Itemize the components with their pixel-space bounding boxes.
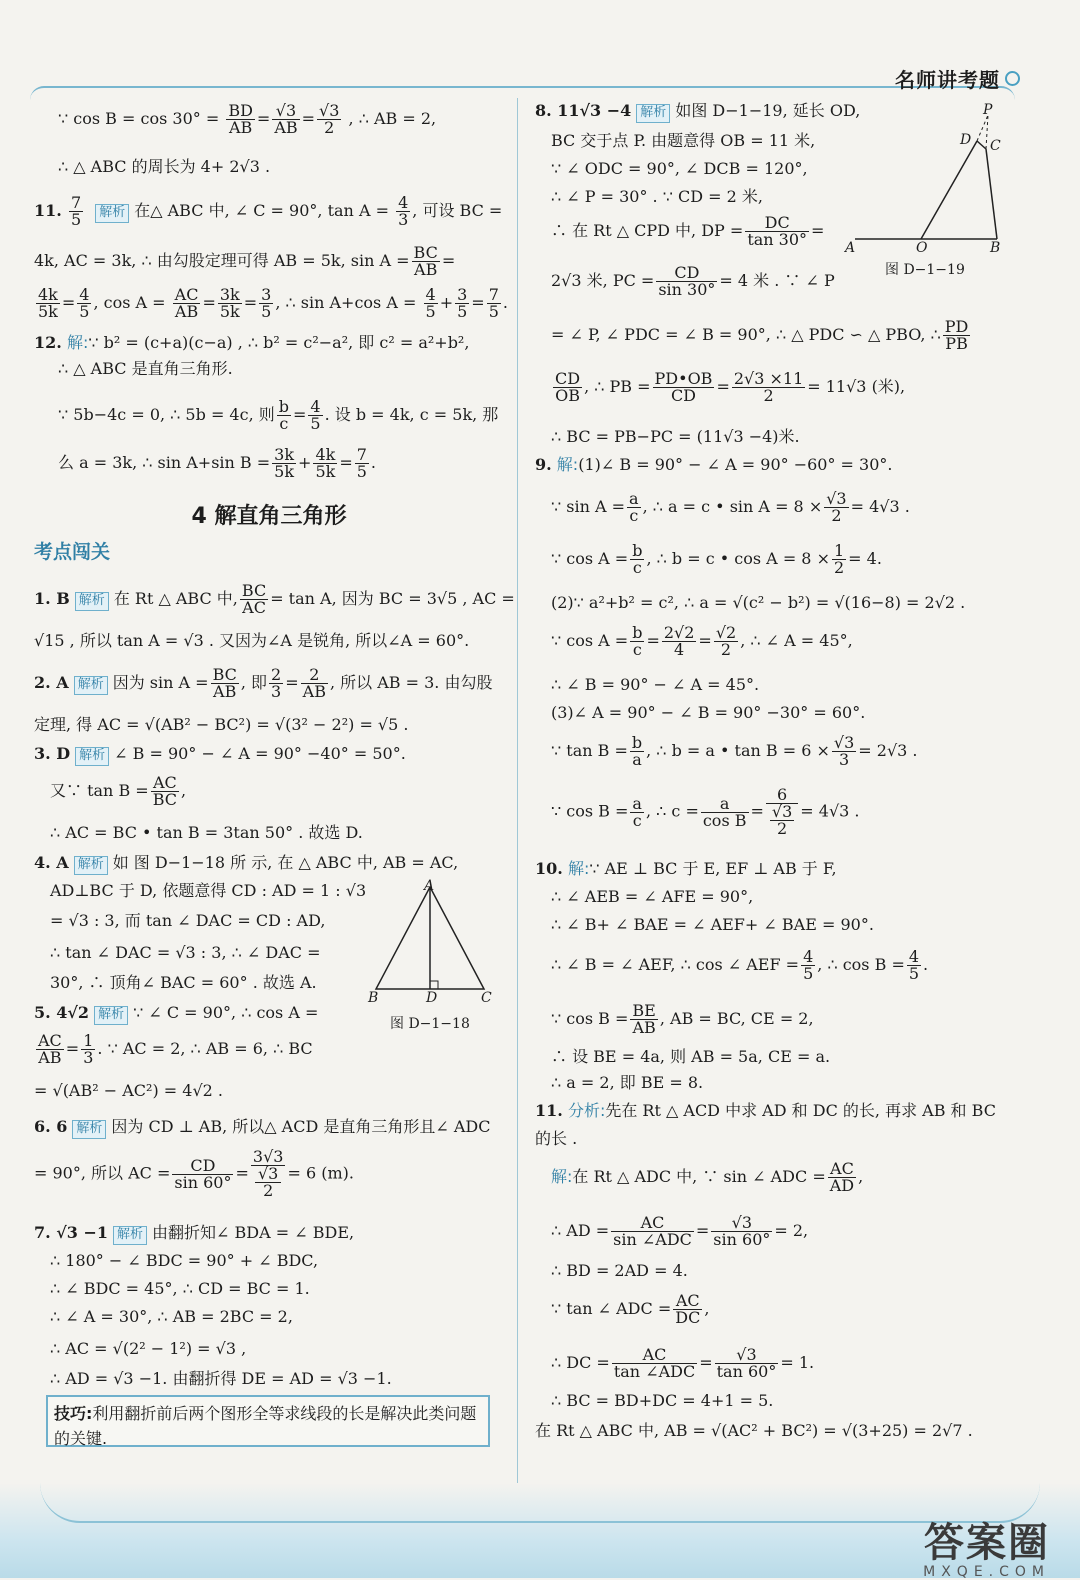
extension-dp <box>977 115 988 141</box>
analysis-tag: 解析 <box>72 1120 106 1139</box>
text-line: (3)∠ A = 90° − ∠ B = 90° −30° = 60°. <box>551 703 866 722</box>
text-line: = √(AB² − AC²) = 4√2 . <box>34 1081 223 1100</box>
problem-1: 1. B 解析 在 Rt △ ABC 中, $\frac{BC}{AC}$ = tan A, 因为 BC = 3√5 , AC = <box>34 581 515 617</box>
analysis-tag: 解析 <box>74 856 108 875</box>
text-line: AD⊥BC 于 D, 依题意得 CD : AD = 1 : √3 <box>50 881 367 900</box>
fraction: $\frac{2}{AB}$ <box>302 665 326 701</box>
problem-9: 9. 解:(1)∠ B = 90° − ∠ A = 90° −60° = 30°. <box>535 455 893 474</box>
fraction: $\frac{a}{\text{cos B}}$ <box>702 793 747 830</box>
problem-6: 6. 6 解析 因为 CD ⊥ AB, 所以△ ACD 是直角三角形且∠ ADC <box>34 1119 491 1139</box>
text-line: ∴ ∠ P = 30° . ∵ CD = 2 米, <box>551 187 763 206</box>
fraction: $\frac{√2}{2}$ <box>715 623 737 659</box>
subsection-title: 考点闯关 <box>34 541 111 563</box>
fraction: $\frac{√3}{\tan 60^\circ}$ <box>716 1345 777 1381</box>
problem-11: 11. 分析:先在 Rt △ ACD 中求 AD 和 DC 的长, 再求 AB 和 BC <box>535 1101 996 1120</box>
text-line: ∴ ∠ B+ ∠ BAE = ∠ AEF+ ∠ BAE = 90°. <box>551 915 874 934</box>
solution-label: 解: <box>66 333 89 352</box>
text-line: 的长 . <box>535 1129 578 1148</box>
text-line: ∴ ∠ AEB = ∠ AFE = 90°, <box>551 887 754 906</box>
text-line: 解:在 Rt △ ADC 中, ∵ sin ∠ ADC = $\frac{AC}{AD}$ , <box>551 1159 864 1195</box>
text-line: ∴ BC = BD+DC = 4+1 = 5. <box>551 1391 774 1410</box>
fraction: $\frac{BD}{AB}$ <box>228 101 253 137</box>
question-11: 11. $\frac{7}{5}$ 解析 在△ ABC 中, ∠ C = 90°, tan A = $\frac{4}{3}$ , 可设 BC = <box>34 193 503 229</box>
fraction: $\frac{4}{5}$ <box>803 947 814 983</box>
segment-od <box>921 141 977 239</box>
text-line: ∴ BD = 2AD = 4. <box>551 1261 688 1280</box>
text-line: √15 , 所以 tan A = √3 . 又因为∠A 是锐角, 所以∠A = 60°. <box>34 631 470 650</box>
vertex-label-a: A <box>424 878 435 894</box>
text-line: ∴ 180° − ∠ BDC = 90° + ∠ BDC, <box>50 1251 319 1270</box>
fraction: $\frac{3k}{5k}$ <box>219 285 240 321</box>
text-line: = ∠ P, ∠ PDC = ∠ B = 90°, ∴ △ PDC ∽ △ PBO, ∴ $\frac{PD}{PB}$ <box>551 317 969 353</box>
tip-text: 利用翻折前后两个图形全等求线段的长是解决此类问题的关键. <box>54 1404 477 1448</box>
vertex-label-d: D <box>426 990 438 1006</box>
section-title: 4 解直角三角形 <box>191 504 347 529</box>
text-line: ∵ tan B = $\frac{b}{a}$ , ∴ b = a • tan B = 6 × $\frac{√3}{3}$ = 2√3 . <box>551 733 918 769</box>
fraction: $\frac{4k}{5k}$ <box>315 445 336 481</box>
text-line: (2)∵ a²+b² = c², ∴ a = √(c² − b²) = √(16−8) = 2√2 . <box>551 593 966 612</box>
fraction: $\frac{3}{5}$ <box>261 285 272 321</box>
footer-curve <box>40 1481 1040 1523</box>
point-label-a: A <box>845 240 856 256</box>
analysis-tag: 解析 <box>75 747 109 766</box>
solution-label: 解: <box>551 1167 573 1186</box>
text-line: ∵ cos B = cos 30° = $\frac{BD}{AB}$ = $\frac{√3}{AB}$ = $\frac{√3}{2}$ , ∴ AB = 2, <box>58 101 437 137</box>
fraction: $\frac{DC}{\tan 30^\circ}$ <box>747 213 808 249</box>
fraction: 6 √3 2 <box>766 787 798 837</box>
analysis-tag: 解析 <box>74 676 108 695</box>
extension-cp <box>986 115 988 149</box>
text-line: 在 Rt △ ABC 中, AB = √(AC² + BC²) = √(3+25) = 2√7 . <box>535 1421 973 1440</box>
fraction: $\frac{√3}{AB}$ <box>274 101 298 137</box>
fraction: $\frac{4}{5}$ <box>425 285 436 321</box>
fraction: $\frac{2√2}{4}$ <box>663 623 695 659</box>
fraction: $\frac{CD}{OB}$ <box>555 369 581 405</box>
analysis-tag: 解析 <box>113 1226 147 1245</box>
fraction: $\frac{CD}{\sin 60^\circ}$ <box>174 1155 232 1192</box>
text-line: ∴ AC = √(2² − 1²) = √3 , <box>50 1339 247 1358</box>
text-line: $\frac{AC}{AB}$ = $\frac{1}{3}$ . ∵ AC = 2, ∴ AB = 6, ∴ BC <box>38 1031 313 1067</box>
text-line: ∵ 5b−4c = 0, ∴ 5b = 4c, 则 $\frac{b}{c}$ = $\frac{4}{5}$ . 设 b = 4k, c = 5k, 那 <box>58 397 499 433</box>
figure-caption: 图 D−1−18 <box>390 1016 470 1032</box>
text-line: ∴ ∠ B = ∠ AEF, ∴ cos ∠ AEF = $\frac{4}{5}$ , ∴ cos B = $\frac{4}{5}$ . <box>551 947 929 983</box>
fraction: $\frac{3k}{5k}$ <box>274 445 295 481</box>
text-line: ∵ cos B = $\frac{BE}{AB}$ , AB = BC, CE = 2, <box>551 1001 814 1037</box>
text-line: ∵ cos A = $\frac{b}{c}$ = $\frac{2√2}{4}$ = $\frac{√2}{2}$ , ∴ ∠ A = 45°, <box>551 623 853 659</box>
problem-10: 10. 解:∵ AE ⊥ BC 于 E, EF ⊥ AB 于 F, <box>535 859 837 878</box>
fraction: $\frac{BC}{AB}$ <box>413 243 438 279</box>
fraction: $\frac{BC}{AB}$ <box>212 665 237 701</box>
fraction: $\frac{PD•OB}{CD}$ <box>654 369 713 405</box>
fraction: $\frac{PD}{PB}$ <box>944 317 969 353</box>
vertex-label-c: C <box>481 990 492 1006</box>
fraction: $\frac{√3}{2}$ <box>826 489 847 525</box>
vertex-label-b: B <box>368 990 379 1006</box>
text-line: ∴ 设 BE = 4a, 则 AB = 5a, CE = a. <box>551 1047 831 1066</box>
text-line: ∴ AC = BC • tan B = 3tan 50° . 故选 D. <box>50 823 363 842</box>
text: , ∴ AB = 2, <box>348 109 437 128</box>
text-line: ∵ ∠ ODC = 90°, ∠ DCB = 120°, <box>551 159 808 178</box>
fraction: $\frac{AC}{BC}$ <box>152 773 177 809</box>
fraction: $\frac{a}{c}$ <box>629 489 639 525</box>
watermark-logo: 答案圈 <box>924 1520 1050 1566</box>
text-line: ∴ BC = PB−PC = (11√3 −4)米. <box>551 427 800 446</box>
text-line: $\frac{CD}{OB}$ , ∴ PB = $\frac{PD•OB}{CD}$ = $\frac{2√3 \times 11}{2}$ = 11√3 (米), <box>555 369 906 405</box>
analysis-tag: 解析 <box>636 104 670 123</box>
text-line: 4k, AC = 3k, ∴ 由勾股定理可得 AB = 5k, sin A = $\frac{BC}{AB}$ = <box>34 243 456 279</box>
problem-7: 7. √3 −1 解析 由翻折知∠ BDA = ∠ BDE, <box>34 1225 354 1245</box>
fraction: $\frac{AC}{AB}$ <box>174 285 199 321</box>
column-divider <box>517 98 518 1483</box>
fraction: 3√3 √3 2 <box>252 1147 284 1200</box>
fraction: $\frac{4}{5}$ <box>79 285 90 321</box>
fraction: $\frac{AC}{DC}$ <box>675 1291 701 1327</box>
fraction: $\frac{4}{5}$ <box>908 947 920 983</box>
text-line: ∵ cos A = $\frac{b}{c}$ , ∴ b = c • cos A = 8 × $\frac{1}{2}$ = 4. <box>551 541 882 577</box>
problem-4: 4. A 解析 如 图 D−1−18 所 示, 在 △ ABC 中, AB = AC, <box>34 855 458 875</box>
fraction: $\frac{4k}{5k}$ <box>38 285 58 321</box>
fraction: $\frac{b}{c}$ <box>278 397 289 433</box>
text-line: ∵ cos B = $\frac{a}{c}$ , ∴ c = $\frac{a}{\text{cos B}}$ = 6 √3 2 = 4√3 . <box>551 785 860 838</box>
solution-label: 解: <box>556 455 579 474</box>
segment-cb <box>986 149 997 239</box>
text-line: 又∵ tan B = $\frac{AC}{BC}$ , <box>50 773 187 809</box>
analysis-tag: 解析 <box>75 592 109 611</box>
right-angle-mark <box>430 981 438 989</box>
fraction: $\frac{b}{c}$ <box>632 541 643 577</box>
text-line: 么 a = 3k, ∴ sin A+sin B = $\frac{3k}{5k}$ + $\frac{4k}{5k}$ = $\frac{7}{5}$ . <box>58 445 377 481</box>
fraction: $\frac{BE}{AB}$ <box>632 1001 656 1037</box>
fraction: $\frac{2}{3}$ <box>271 665 282 701</box>
tip-label: 技巧: <box>54 1404 93 1423</box>
fraction: $\frac{7}{5}$ <box>70 193 82 229</box>
analysis-tag: 解析 <box>94 1006 128 1025</box>
fraction: $\frac{2√3 \times 11}{2}$ <box>733 369 804 405</box>
fraction: $\frac{AC}{AD}$ <box>829 1159 855 1195</box>
fraction: $\frac{4}{5}$ <box>310 397 321 433</box>
fraction: $\frac{7}{5}$ <box>356 445 367 481</box>
figure-caption: 图 D−1−19 <box>885 262 965 278</box>
fraction: $\frac{a}{c}$ <box>632 793 642 830</box>
fraction: $\frac{√3}{\sin 60^\circ}$ <box>713 1213 771 1249</box>
analysis-label: 分析: <box>567 1101 606 1120</box>
text-line: ∵ sin A = $\frac{a}{c}$ , ∴ a = c • sin A = 8 × $\frac{√3}{2}$ = 4√3 . <box>551 489 910 525</box>
text-line: ∴ △ ABC 是直角三角形. <box>58 359 233 378</box>
text-line: ∴ AD = √3 −1. 由翻折得 DE = AD = √3 −1. <box>50 1369 392 1388</box>
text-line: = 90°, 所以 AC = $\frac{CD}{\sin 60^\circ}$ = 3√3 √3 2 = 6 (m). <box>34 1147 354 1200</box>
text-line: ∴ a = 2, 即 BE = 8. <box>551 1073 704 1092</box>
point-label-b: B <box>990 240 1001 256</box>
point-label-d: D <box>960 132 972 148</box>
problem-5: 5. 4√2 解析 ∵ ∠ C = 90°, ∴ cos A = <box>34 1005 318 1025</box>
fraction: $\frac{1}{3}$ <box>83 1031 94 1067</box>
text-line: ∴ ∠ A = 30°, ∴ AB = 2BC = 2, <box>50 1307 293 1326</box>
text-line: ∴ 在 Rt △ CPD 中, DP = $\frac{DC}{\tan 30^\circ}$ = <box>551 213 825 249</box>
question-12: 12. 解:∵ b² = (c+a)(c−a) , ∴ b² = c²−a², 即 c² = a²+b², <box>34 333 470 352</box>
fraction: $\frac{AC}{\text{sin ∠ADC}}$ <box>613 1213 692 1249</box>
page-header-title: 名师讲考题 <box>895 68 1000 92</box>
analysis-tag: 解析 <box>95 204 129 223</box>
text-line: ∴ AD = $\frac{AC}{\text{sin ∠ADC}}$ = $\frac{√3}{\sin 60^\circ}$ = 2, <box>551 1213 809 1249</box>
fraction: $\frac{CD}{\sin 30^\circ}$ <box>658 263 716 299</box>
point-label-p: P <box>983 102 993 118</box>
figure-d-1-19 <box>845 103 1015 256</box>
fraction: $\frac{3}{5}$ <box>457 285 468 321</box>
fraction: $\frac{1}{2}$ <box>833 541 845 577</box>
text-line: ∴ △ ABC 的周长为 4+ 2√3 . <box>58 157 271 176</box>
problem-2: 2. A 解析 因为 sin A = $\frac{BC}{AB}$ , 即 $\frac{2}{3}$ = $\frac{2}{AB}$ , 所以 AB = 3. 由勾股 <box>34 665 493 701</box>
fraction: $\frac{√3}{2}$ <box>319 101 340 137</box>
point-label-o: O <box>916 240 928 256</box>
fraction: $\frac{BC}{AC}$ <box>241 581 267 617</box>
text-line: ∴ DC = $\frac{AC}{\text{tan ∠ADC}}$ = $\frac{√3}{\tan 60^\circ}$ = 1. <box>551 1345 815 1381</box>
text: ∵ cos B = cos 30° = <box>58 109 220 128</box>
fraction: $\frac{b}{a}$ <box>631 733 643 769</box>
text-line: ∵ tan ∠ ADC = $\frac{AC}{DC}$ , <box>551 1291 710 1327</box>
point-label-c: C <box>990 138 1001 154</box>
watermark-url: MXQE.COM <box>923 1564 1050 1580</box>
text-line: $\frac{4k}{5k}$ = $\frac{4}{5}$ , cos A = $\frac{AC}{AB}$ = $\frac{3k}{5k}$ = $\frac{3}{5}$ , ∴ sin A+cos A = $\frac{4}{5}$ + $\frac{3}{5}$ = $\frac{7}{5}$ . <box>38 285 508 321</box>
text-line: = √3 : 3, 而 tan ∠ DAC = CD : AD, <box>50 911 326 930</box>
text-line: ∴ ∠ B = 90° − ∠ A = 45°. <box>551 675 760 694</box>
triangle-figure-d-1-18 <box>364 879 494 1032</box>
text-line: ∴ tan ∠ DAC = √3 : 3, ∴ ∠ DAC = <box>50 943 321 962</box>
text-line: 定理, 得 AC = √(AB² − BC²) = √(3² − 2²) = √5 . <box>34 715 409 734</box>
text-line: 30°, ∴ 顶角∠ BAC = 60° . 故选 A. <box>50 973 317 992</box>
text-line: ∴ ∠ BDC = 45°, ∴ CD = BC = 1. <box>50 1279 310 1298</box>
text-line: BC 交于点 P. 由题意得 OB = 11 米, <box>551 131 816 150</box>
fraction: $\frac{4}{3}$ <box>398 193 409 229</box>
segment-dc <box>977 141 986 149</box>
solution-label: 解: <box>567 859 590 878</box>
fraction: $\frac{√3}{3}$ <box>833 733 855 769</box>
fraction: $\frac{b}{c}$ <box>632 623 643 659</box>
header-dot-icon <box>1005 71 1020 86</box>
tip-box <box>46 1395 490 1447</box>
header-rule <box>30 86 1015 102</box>
problem-8: 8. 11√3 −4 解析 如图 D−1−19, 延长 OD, <box>535 103 860 123</box>
fraction: $\frac{AC}{\text{tan ∠ADC}}$ <box>613 1345 696 1381</box>
fraction: $\frac{AC}{AB}$ <box>38 1031 62 1067</box>
fraction: $\frac{7}{5}$ <box>488 285 499 321</box>
text-line: 2√3 米, PC = $\frac{CD}{\sin 30^\circ}$ = 4 米 . ∵ ∠ P <box>551 263 835 299</box>
problem-3: 3. D 解析 ∠ B = 90° − ∠ A = 90° −40° = 50°. <box>34 746 406 766</box>
